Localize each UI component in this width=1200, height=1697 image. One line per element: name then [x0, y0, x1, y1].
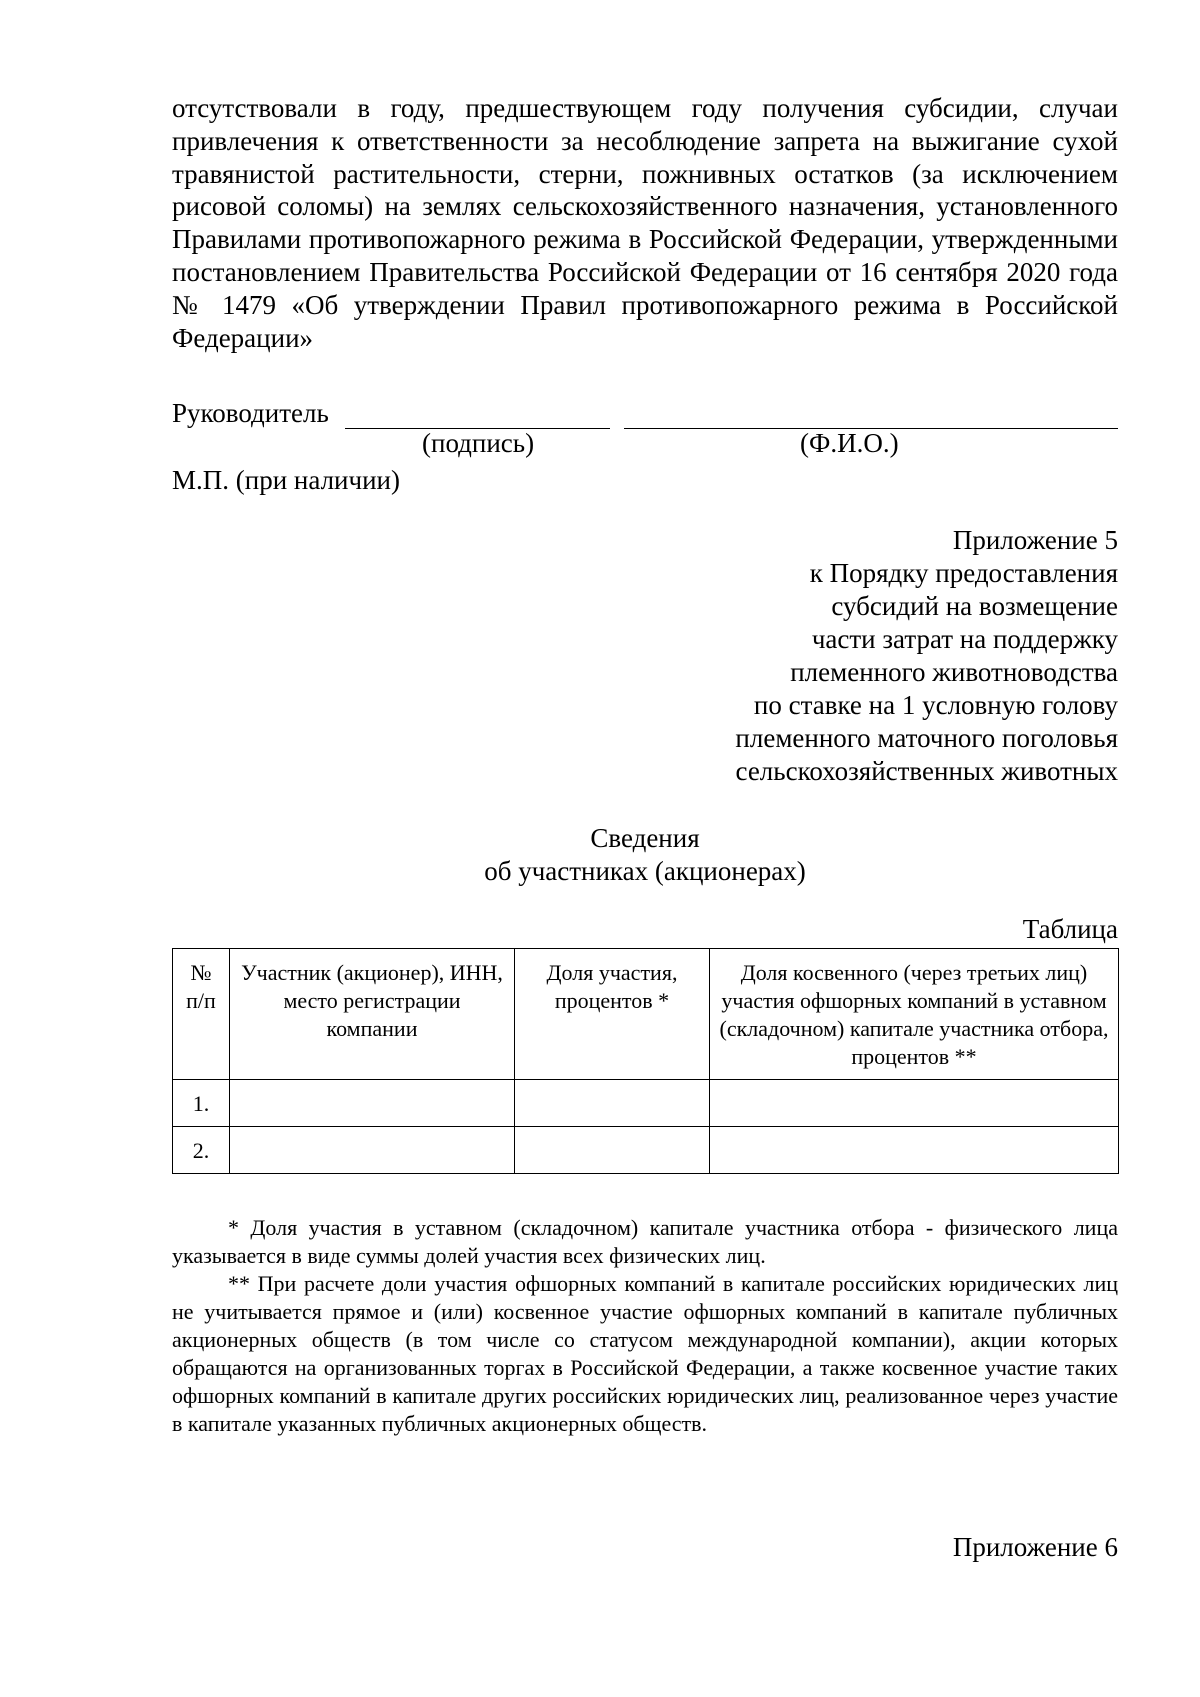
header-participant: Участник (акционер), ИНН, место регистрации компании	[230, 949, 515, 1080]
table-row	[173, 1080, 1119, 1127]
signature-caption: (подпись)	[422, 428, 535, 458]
appendix-line: по ставке на 1 условную голову	[753, 690, 1118, 720]
header-share: Доля участия, процентов *	[515, 949, 710, 1080]
intro-paragraph: отсутствовали в году, предшествующем году получения субсидии, случаи привлечения к ответственности за несоблюдение запрета на выжигание сухой травянистой растительности, стерни, пожнивных остатков (за исключением рисовой соломы) на землях сельскохозяйственного назначения, установленного Правилами противопожарного режима в Российской Федерации, утвержденными постановлением Правительства Российской Федерации от 16 сентября 2020 года № 1479 «Об утверждении Правил противопожарного режима в Российской Федерации»	[172, 93, 1118, 353]
signature-line	[345, 398, 610, 429]
appendix-line: Приложение 5	[952, 525, 1118, 555]
footnote-2: ** При расчете доли участия офшорных компаний в капитале российских юридических лиц не учитывается прямое и (или) косвенное участие офшорных компаний в капитале публичных акционерных обществ (в том числе со статусом международной компании), акции которых обращаются на организованных торгах в Российской Федерации, а также косвенное участие таких офшорных компаний в капитале других российских юридических лиц, реализованное через участие в капитале указанных публичных акционерных обществ.	[172, 1271, 1118, 1436]
cell-indirect-share	[710, 1080, 1119, 1127]
cell-share	[515, 1080, 710, 1127]
appendix-5-heading	[735, 524, 1118, 788]
footnotes	[172, 1214, 1118, 1438]
appendix-line: субсидий на возмещение	[831, 591, 1118, 621]
table-row	[173, 1127, 1119, 1174]
cell-share	[515, 1127, 710, 1174]
stamp-note: М.П. (при наличии)	[172, 465, 400, 495]
appendix-line: племенного животноводства	[790, 657, 1118, 687]
signature-label: Руководитель	[172, 398, 329, 428]
header-number: № п/п	[173, 949, 230, 1080]
footnote-1: * Доля участия в уставном (складочном) капитале участника отбора - физического лица указывается в виде суммы долей участия всех физических лиц.	[172, 1215, 1118, 1268]
cell-number: 2.	[173, 1127, 230, 1174]
table-header-row	[173, 949, 1119, 1080]
document-title	[172, 822, 1118, 888]
cell-number: 1.	[173, 1080, 230, 1127]
appendix-line: сельскохозяйственных животных	[735, 756, 1118, 786]
document-page	[172, 92, 1118, 1562]
appendix-line: племенного маточного поголовья	[735, 723, 1118, 753]
cell-participant	[230, 1127, 515, 1174]
header-indirect-share: Доля косвенного (через третьих лиц) участия офшорных компаний в уставном (складочном) капитале участника отбора, процентов **	[710, 949, 1119, 1080]
name-line	[624, 398, 1118, 429]
name-caption: (Ф.И.О.)	[800, 428, 899, 458]
appendix-line: части затрат на поддержку	[811, 624, 1118, 654]
appendix-6-heading: Приложение 6	[952, 1532, 1118, 1562]
table-label: Таблица	[1022, 914, 1118, 944]
signature-block	[172, 398, 1118, 458]
title-line-1: Сведения	[590, 823, 700, 853]
cell-participant	[230, 1080, 515, 1127]
cell-indirect-share	[710, 1127, 1119, 1174]
participants-table	[172, 948, 1119, 1174]
appendix-line: к Порядку предоставления	[809, 558, 1118, 588]
title-line-2: об участниках (акционерах)	[484, 856, 806, 886]
